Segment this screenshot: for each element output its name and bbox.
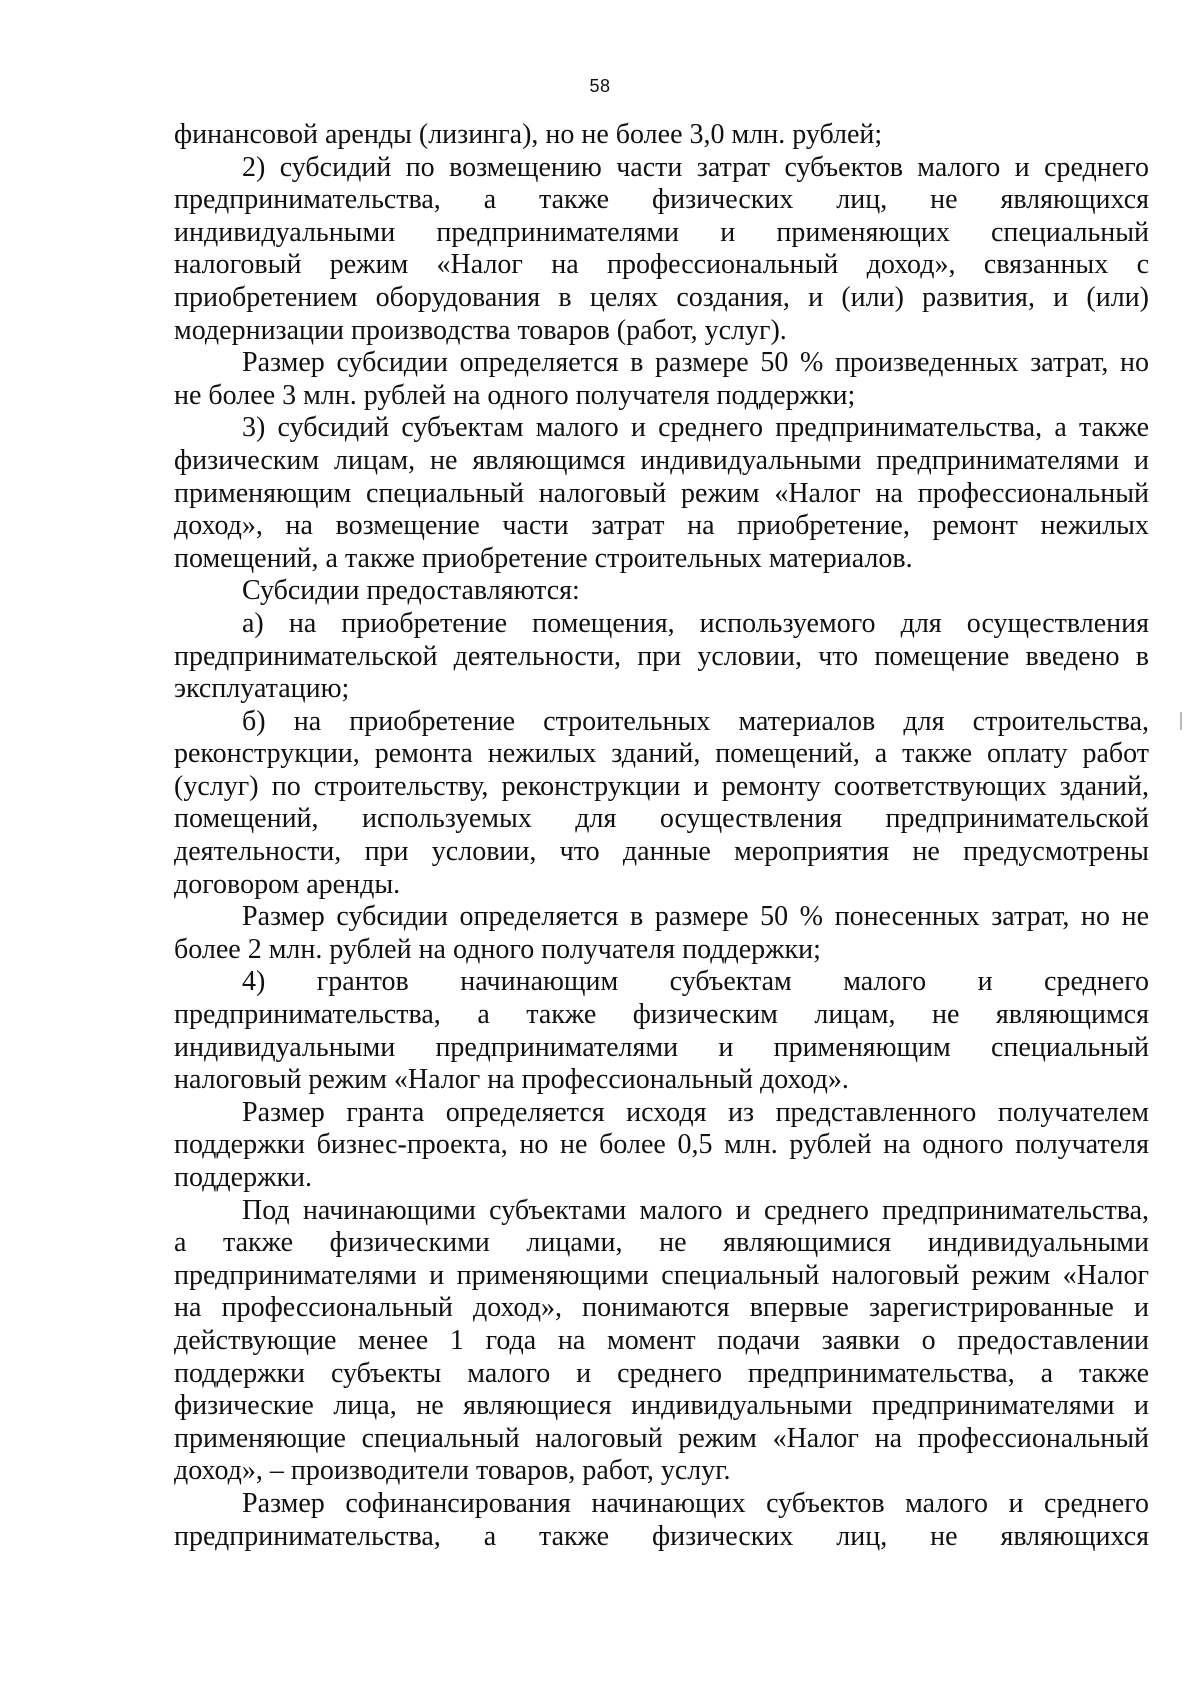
text-line: Размер субсидии определяется в размере 50 % произведенных затрат, но	[242, 347, 1149, 379]
text-line: Размер субсидии определяется в размере 50 % понесенных затрат, но не	[242, 901, 1149, 933]
text-line: поддержки бизнес-проекта, но не более 0,5 млн. рублей на одного получателя	[174, 1129, 1149, 1161]
text-line: не более 3 млн. рублей на одного получателя поддержки;	[174, 379, 856, 411]
text-line: эксплуатацию;	[174, 673, 350, 705]
text-line: 3) субсидий субъектам малого и среднего предпринимательства, а также	[242, 412, 1149, 444]
text-line: (услуг) по строительству, реконструкции и ремонту соответствующих зданий,	[174, 770, 1149, 802]
text-line: доход», – производители товаров, работ, услуг.	[174, 1455, 731, 1487]
text-line: применяющим специальный налоговый режим «Налог на профессиональный	[174, 477, 1149, 509]
document-body	[174, 119, 1149, 1553]
text-line: 2) субсидий по возмещению части затрат субъектов малого и среднего	[242, 151, 1149, 183]
text-line: физическим лицам, не являющимся индивидуальными предпринимателями и	[174, 444, 1149, 476]
text-line: помещений, используемых для осуществления предпринимательской	[174, 803, 1149, 835]
text-line: 4) грантов начинающим субъектам малого и среднего	[242, 966, 1149, 998]
text-line: более 2 млн. рублей на одного получателя поддержки;	[174, 933, 821, 965]
text-line: предпринимателями и применяющими специальный налоговый режим «Налог	[174, 1259, 1149, 1291]
text-line: а) на приобретение помещения, используемого для осуществления	[242, 607, 1149, 639]
text-line: применяющие специальный налоговый режим «Налог на профессиональный	[174, 1422, 1149, 1454]
text-line: на профессиональный доход», понимаются впервые зарегистрированные и	[174, 1292, 1149, 1324]
text-line: предпринимательской деятельности, при условии, что помещение введено в	[174, 640, 1149, 672]
text-line: индивидуальными предпринимателями и применяющих специальный	[174, 216, 1149, 248]
text-line: приобретением оборудования в целях создания, и (или) развития, и (или)	[174, 281, 1149, 313]
text-line: реконструкции, ремонта нежилых зданий, помещений, а также оплату работ	[174, 738, 1149, 770]
text-line: действующие менее 1 года на момент подачи заявки о предоставлении	[174, 1324, 1149, 1356]
text-line: предпринимательства, а также физических лиц, не являющихся	[174, 184, 1149, 216]
text-line: доход», на возмещение части затрат на приобретение, ремонт нежилых	[174, 510, 1149, 542]
text-line: а также физическими лицами, не являющимися индивидуальными	[174, 1227, 1149, 1259]
text-line: предпринимательства, а также физическим лицам, не являющимся	[174, 999, 1149, 1031]
page-number: 58	[589, 76, 611, 96]
text-line: модернизации производства товаров (работ, услуг).	[174, 314, 787, 346]
text-line: договором аренды.	[174, 868, 401, 900]
text-line: поддержки субъекты малого и среднего предпринимательства, а также	[174, 1357, 1149, 1389]
text-line: физические лица, не являющиеся индивидуальными предпринимателями и	[174, 1390, 1149, 1422]
text-line: помещений, а также приобретение строительных материалов.	[174, 542, 913, 574]
text-line: Размер софинансирования начинающих субъектов малого и среднего	[242, 1487, 1149, 1519]
text-line: Под начинающими субъектами малого и среднего предпринимательства,	[242, 1194, 1149, 1226]
text-line: финансовой аренды (лизинга), но не более 3,0 млн. рублей;	[174, 119, 883, 150]
text-line: налоговый режим «Налог на профессиональный доход», связанных с	[174, 249, 1149, 281]
text-line: предпринимательства, а также физических лиц, не являющихся	[174, 1520, 1149, 1552]
text-line: индивидуальными предпринимателями и применяющим специальный	[174, 1031, 1149, 1063]
text-line: б) на приобретение строительных материалов для строительства,	[242, 705, 1149, 737]
scan-artifact-mark	[1180, 712, 1182, 730]
text-line: налоговый режим «Налог на профессиональный доход».	[174, 1064, 849, 1096]
text-line: Размер гранта определяется исходя из представленного получателем	[242, 1096, 1149, 1128]
text-line: поддержки.	[174, 1162, 313, 1193]
text-line: Субсидии предоставляются:	[242, 575, 580, 607]
text-line: деятельности, при условии, что данные мероприятия не предусмотрены	[174, 836, 1149, 868]
